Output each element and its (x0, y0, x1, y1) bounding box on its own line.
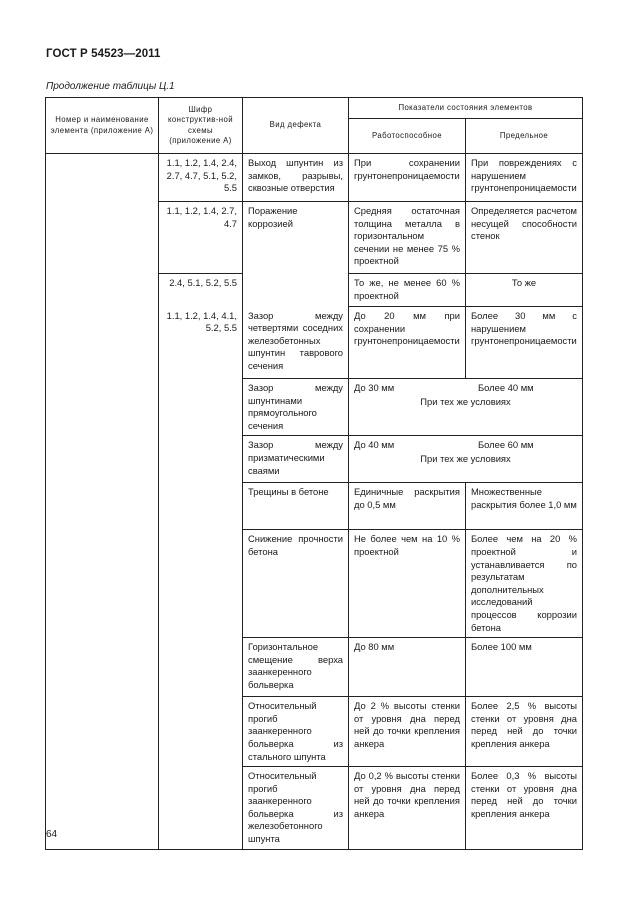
limit-value: Более 40 мм (478, 382, 534, 393)
limit-cell: Более 30 мм с нарушением грунтонепроницаемости (466, 307, 583, 379)
limit-cell: Более чем на 20 % проектной и устанавливается по результатам дополнительных исследований процессов коррозии бетона (466, 530, 583, 638)
defects-table (45, 97, 583, 850)
working-value: До 30 мм (354, 382, 395, 393)
working-cell: При сохранении грунтонепроницаемости (349, 154, 466, 202)
limit-value: Более 60 мм (478, 439, 534, 451)
defect-cell: Зазор между призматическими сваями (243, 436, 349, 483)
defect-cell: Зазор между четвертями соседних железобетонных шпунтин таврового сечения (243, 307, 349, 379)
limit-cell: Множественные раскрытия более 1,0 мм (466, 483, 583, 530)
working-cell: До 0,2 % высоты стенки от уровня дна перед ней до точки крепления анкера (349, 767, 466, 850)
indicator-cell (349, 436, 583, 483)
header-indicators: Показатели состояния элементов (349, 98, 583, 119)
document-id: ГОСТ Р 54523—2011 (46, 48, 161, 60)
limit-cell: Определяется расчетом несущей способности стенок (466, 202, 583, 274)
element-cell (46, 154, 159, 850)
same-conditions-note: При тех же условиях (420, 452, 511, 464)
working-cell: До 20 мм при сохранении грунтонепроницаемости (349, 307, 466, 379)
working-cell: Средняя остаточная толщина металла в горизонтальном сечении не менее 75 % проектной (349, 202, 466, 274)
defect-cell: Относительный прогиб заанкеренного больверка из стального шпунта (243, 697, 349, 767)
limit-cell: Более 0,3 % высоты стенки от уровня дна перед ней до точки крепления анкера (466, 767, 583, 850)
code-cell: 1.1, 1.2, 1.4, 2.4, 2.7, 4.7, 5.1, 5.2, 5.5 (159, 154, 243, 202)
defect-cell-empty (243, 274, 349, 307)
limit-cell: При повреждениях с нарушением грунтонепроницаемости (466, 154, 583, 202)
defect-cell: Снижение прочности бетона (243, 530, 349, 638)
working-cell: Не более чем на 10 % проектной (349, 530, 466, 638)
header-working: Работоспособное (349, 119, 466, 154)
defect-cell: Зазор между шпунтинами прямоугольного сечения (243, 379, 349, 436)
header-limit: Предельное (466, 119, 583, 154)
working-value: До 40 мм (354, 439, 395, 451)
defect-cell: Трещины в бетоне (243, 483, 349, 530)
code-cell: 2.4, 5.1, 5.2, 5.5 (159, 274, 243, 307)
working-cell: То же, не менее 60 % проектной (349, 274, 466, 307)
code-cell: 1.1, 1.2, 1.4, 2.7, 4.7 (159, 202, 243, 274)
header-defect: Вид дефекта (243, 98, 349, 154)
limit-cell: Более 100 мм (466, 638, 583, 697)
defect-cell: Поражение коррозией (243, 202, 349, 274)
defect-cell: Горизонтальное смещение верха заанкеренного больверка (243, 638, 349, 697)
same-conditions-note: При тех же условиях (420, 395, 511, 407)
page-number: 64 (46, 829, 58, 840)
header-code: Шифр конструктив-ной схемы (приложение А) (159, 98, 243, 154)
header-element: Номер и наименование элемента (приложение А) (46, 98, 159, 154)
working-cell: До 80 мм (349, 638, 466, 697)
indicator-cell (349, 379, 583, 436)
table-row (46, 154, 583, 202)
working-cell: До 2 % высоты стенки от уровня дна перед ней до точки крепления анкера (349, 697, 466, 767)
working-cell: Единичные раскрытия до 0,5 мм (349, 483, 466, 530)
code-cell: 1.1, 1.2, 1.4, 4.1, 5.2, 5.5 (159, 307, 243, 850)
defect-cell: Выход шпунтин из замков, разрывы, сквозные отверстия (243, 154, 349, 202)
table-caption: Продолжение таблицы Ц.1 (46, 81, 175, 92)
defect-cell: Относительный прогиб заанкеренного больверка из железобетонного шпунта (243, 767, 349, 850)
limit-cell: То же (466, 274, 583, 307)
limit-cell: Более 2,5 % высоты стенки от уровня дна перед ней до точки крепления анкера (466, 697, 583, 767)
